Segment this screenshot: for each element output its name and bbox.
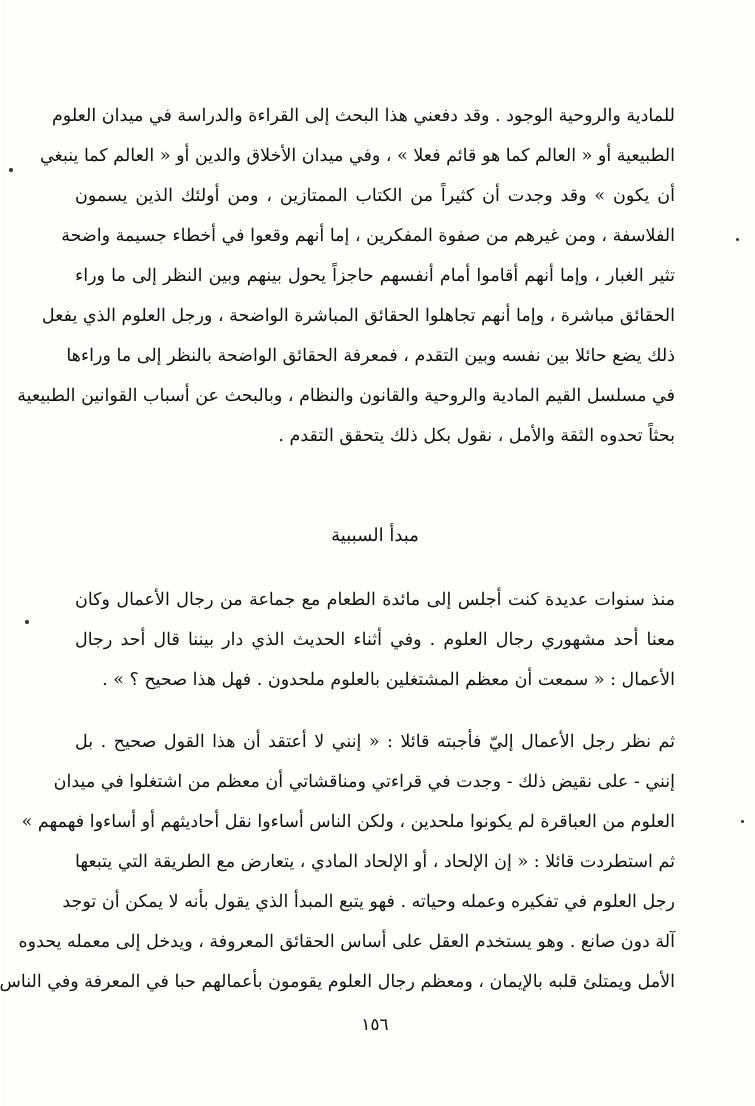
text-line: بحثاً تحدوه الثقة والأمل ، نقول بكل ذلك يتحقق التقدم .	[278, 426, 675, 446]
text-line: تثير الغبار ، وإما أنهم أقاموا أمام أنفسهم حاجزاً يحول بينهم وبين النظر إلى ما وراء	[75, 266, 675, 286]
text-line: معنا أحد مشهوري رجال العلوم . وفي أثناء الحديث الذي دار بيننا قال أحد رجال	[75, 630, 675, 650]
book-page	[1, 0, 755, 1106]
text-line: رجل العلوم في تفكيره وعمله وحياته . فهو يتبع المبدأ الذي يقول بأنه لا يمكن أن توجد	[62, 892, 675, 912]
paragraph-1	[17, 96, 675, 456]
paragraph-3	[0, 722, 675, 1002]
paragraph-2	[75, 580, 675, 700]
scan-speck	[9, 168, 13, 172]
text-line: الأعمال : « سمعت أن معظم المشتغلين بالعلوم ملحدون . فهل هذا صحيح ؟ » .	[102, 670, 675, 690]
text-line: ذلك يضع حائلا بين نفسه وبين التقدم ، فمعرفة الحقائق الواضحة بالنظر إلى ما وراءها	[66, 346, 675, 366]
scan-speck	[736, 238, 739, 241]
text-line: الأمل ويمتلئ قلبه بالإيمان ، ومعظم رجال العلوم يقومون بأعمالهم حبا في المعرفة وفي الناس	[0, 972, 675, 992]
text-line: منذ سنوات عديدة كنت أجلس إلى مائدة الطعام مع جماعة من رجال الأعمال وكان	[75, 590, 675, 610]
text-line: أن يكون » وقد وجدت أن كثيراً من الكتاب الممتازين ، ومن أولئك الذين يسمون	[75, 186, 675, 206]
text-line: في مسلسل القيم المادية والروحية والقانون والنظام ، وبالبحث عن أسباب القوانين الطبيعية	[17, 386, 675, 406]
page-number: ١٥٦	[361, 1015, 389, 1035]
scan-speck	[25, 620, 29, 624]
text-line: ثم نظر رجل الأعمال إليّ فأجبته قائلا : « إنني لا أعتقد أن هذا القول صحيح . بل	[75, 732, 675, 752]
text-line: إنني - على نقيض ذلك - وجدت في قراءتي ومناقشاتي أن معظم من اشتغلوا في ميدان	[53, 772, 675, 792]
text-line: الطبيعية أو « العالم كما هو قائم فعلا » ، وفي ميدان الأخلاق والدين أو « العالم كما ينبغي	[39, 146, 675, 166]
text-line: للمادية والروحية الوجود . وقد دفعني هذا البحث إلى القراءة والدراسة في ميدان العلوم	[51, 106, 675, 126]
text-line: العلوم من العباقرة لم يكونوا ملحدين ، ولكن الناس أساءوا نقل أحاديثهم أو أساءوا فهمهم »	[21, 812, 675, 832]
text-line: الفلاسفة ، ومن غيرهم من صفوة المفكرين ، إما أنهم وقعوا في أخطاء جسيمة واضحة	[61, 226, 675, 246]
text-line: آلة دون صانع . وهو يستخدم العقل على أساس الحقائق المعروفة ، ويدخل إلى معمله يحدوه	[18, 932, 675, 952]
section-heading: مبدأ السببية	[331, 525, 419, 546]
text-line: الحقائق مباشرة ، وإما أنهم تجاهلوا الحقائق المباشرة الواضحة ، ورجل العلوم الذي يفعل	[41, 306, 675, 326]
scan-speck	[741, 820, 744, 823]
text-line: ثم استطردت قائلا : « إن الإلحاد ، أو الإلحاد المادي ، يتعارض مع الطريقة التي يتبعها	[75, 852, 675, 872]
